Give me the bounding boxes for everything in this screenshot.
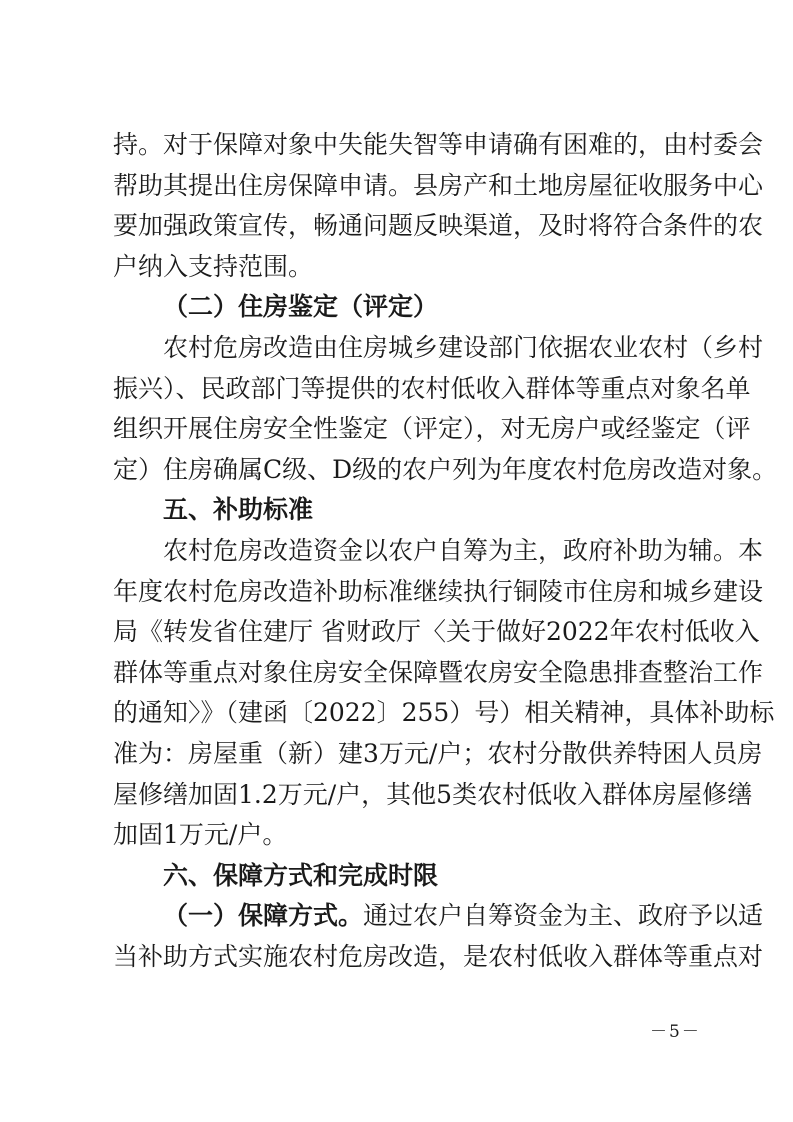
paragraph-line bbox=[113, 896, 764, 937]
paragraph-line: 局《转发省住建厅 省财政厅〈关于做好2022年农村低收入 bbox=[113, 617, 760, 647]
paragraph-line: 户纳入支持范围。 bbox=[113, 251, 314, 281]
paragraph-line: 准为：房屋重（新）建3万元/户；农村分散供养特困人员房 bbox=[113, 738, 763, 768]
paragraph-line: 农村危房改造资金以农户自筹为主，政府补助为辅。本 bbox=[163, 535, 764, 565]
paragraph-line: 加固1万元/户。 bbox=[113, 820, 288, 850]
paragraph-line: 组织开展住房安全性鉴定（评定），对无房户或经鉴定（评 bbox=[113, 414, 751, 444]
section-heading-housing-appraisal: （二）住房鉴定（评定） bbox=[163, 292, 439, 322]
subheading-guarantee-method: （一）保障方式。 bbox=[163, 901, 364, 931]
paragraph-line: 振兴）、民政部门等提供的农村低收入群体等重点对象名单 bbox=[113, 373, 751, 403]
paragraph-line: 的通知〉》（建函〔2022〕255）号）相关精神，具体补助标 bbox=[113, 698, 775, 728]
body-text bbox=[113, 125, 778, 977]
paragraph-line: 当补助方式实施农村危房改造，是农村低收入群体等重点对 bbox=[113, 941, 764, 971]
paragraph-line: 持。对于保障对象中失能失智等申请确有困难的，由村委会 bbox=[113, 130, 764, 159]
paragraph-line: 年度农村危房改造补助标准继续执行铜陵市住房和城乡建设 bbox=[113, 576, 764, 606]
paragraph-line: 帮助其提出住房保障申请。县房产和土地房屋征收服务中心 bbox=[113, 170, 764, 200]
page-number: －5－ bbox=[650, 1022, 701, 1042]
section-heading-subsidy-standard: 五、补助标准 bbox=[163, 495, 314, 525]
paragraph-line: 群体等重点对象住房安全保障暨农房安全隐患排查整治工作 bbox=[113, 657, 764, 687]
section-heading-guarantee-method: 六、保障方式和完成时限 bbox=[163, 860, 439, 890]
paragraph-line: 定）住房确属C级、D级的农户列为年度农村危房改造对象。 bbox=[113, 454, 778, 484]
paragraph-line: 农村危房改造由住房城乡建设部门依据农业农村（乡村 bbox=[163, 332, 764, 362]
paragraph-line: 要加强政策宣传，畅通问题反映渠道，及时将符合条件的农 bbox=[113, 211, 764, 241]
paragraph-text: 通过农户自筹资金为主、政府予以适 bbox=[363, 901, 764, 931]
paragraph-line: 屋修缮加固1.2万元/户，其他5类农村低收入群体房屋修缮 bbox=[113, 779, 753, 809]
